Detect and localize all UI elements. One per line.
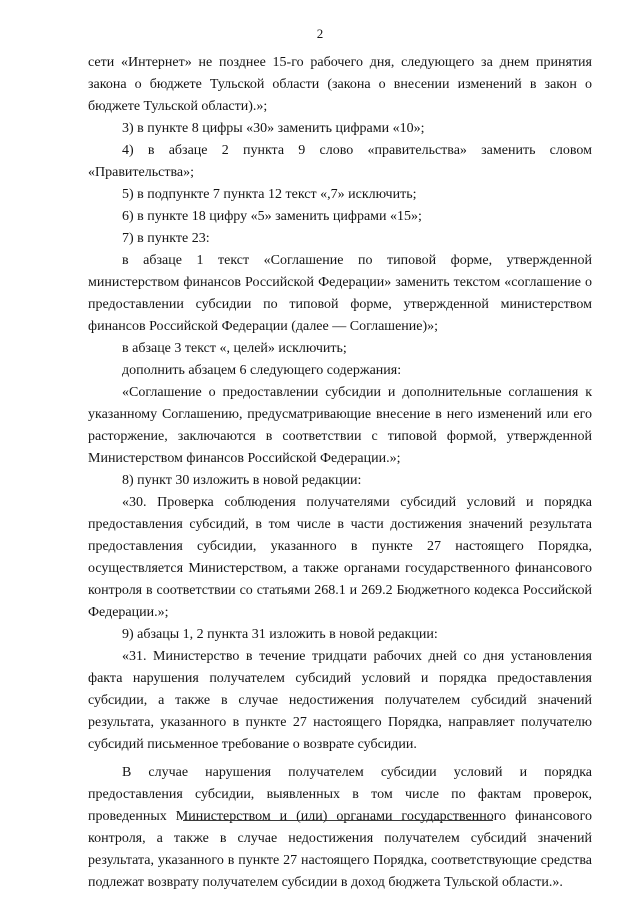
document-body — [88, 52, 592, 894]
paragraph: дополнить абзацем 6 следующего содержания: — [122, 363, 402, 378]
paragraph: 6) в пункте 18 цифру «5» заменить цифрами «15»; — [122, 209, 422, 224]
paragraph: 4) в абзаце 2 пункта 9 слово «правительства» заменить словом «Правительства»; — [88, 143, 592, 180]
paragraph: В случае нарушения получателем субсидии условий и порядка предоставления субсидии, выявленных в том числе по фактам проверок, проведенных Министерством и (или) органами государственного финансового контроля, а также в случае недостижения получателем субсидий значений результата, указанного в пункте 27 настоящего Порядка, соответствующие средства подлежат возврату получателем субсидии в доход бюджета Тульской области.». — [88, 765, 592, 890]
paragraph: в абзаце 1 текст «Соглашение по типовой форме, утвержденной министерством финансов Российской Федерации» заменить текстом «соглашение о предоставлении субсидии по типовой форме, утвержденной министерством финансов Российской Федерации (далее — Соглашение)»; — [88, 253, 592, 334]
end-of-document-rule — [183, 820, 493, 821]
page-number: 2 — [316, 26, 324, 41]
paragraph: 8) пункт 30 изложить в новой редакции: — [122, 473, 362, 488]
paragraph: «Соглашение о предоставлении субсидии и дополнительные соглашения к указанному Соглашению, предусматривающие внесение в него изменений или его расторжение, заключаются в соответствии с типовой формой, утвержденной Министерством финансов Российской Федерации.»; — [88, 385, 592, 466]
paragraph: «31. Министерство в течение тридцати рабочих дней со дня установления факта нарушения получателем субсидий условий и порядка предоставления субсидии, а также в случае недостижения получателем субсидий значений результата, указанного в пункте 27 настоящего Порядка, направляет получателю субсидий письменное требование о возврате субсидии. — [88, 649, 592, 752]
paragraph: «30. Проверка соблюдения получателями субсидий условий и порядка предоставления субсидий, в том числе в части достижения значений результата предоставления субсидии, указанного в пункте 27 настоящего Порядка, осуществляется Министерством, а также органами государственного финансового контроля в соответствии со статьями 268.1 и 269.2 Бюджетного кодекса Российской Федерации.»; — [88, 495, 592, 620]
paragraph: 5) в подпункте 7 пункта 12 текст «,7» исключить; — [122, 187, 417, 202]
paragraph: 7) в пункте 23: — [122, 231, 210, 246]
paragraph: 9) абзацы 1, 2 пункта 31 изложить в новой редакции: — [122, 627, 438, 642]
paragraph: 3) в пункте 8 цифры «30» заменить цифрами «10»; — [122, 121, 425, 136]
paragraph: сети «Интернет» не позднее 15-го рабочего дня, следующего за днем принятия закона о бюджете Тульской области (закона о внесении изменений в закон о бюджете Тульской области).»; — [88, 55, 592, 114]
paragraph: в абзаце 3 текст «, целей» исключить; — [122, 341, 347, 356]
